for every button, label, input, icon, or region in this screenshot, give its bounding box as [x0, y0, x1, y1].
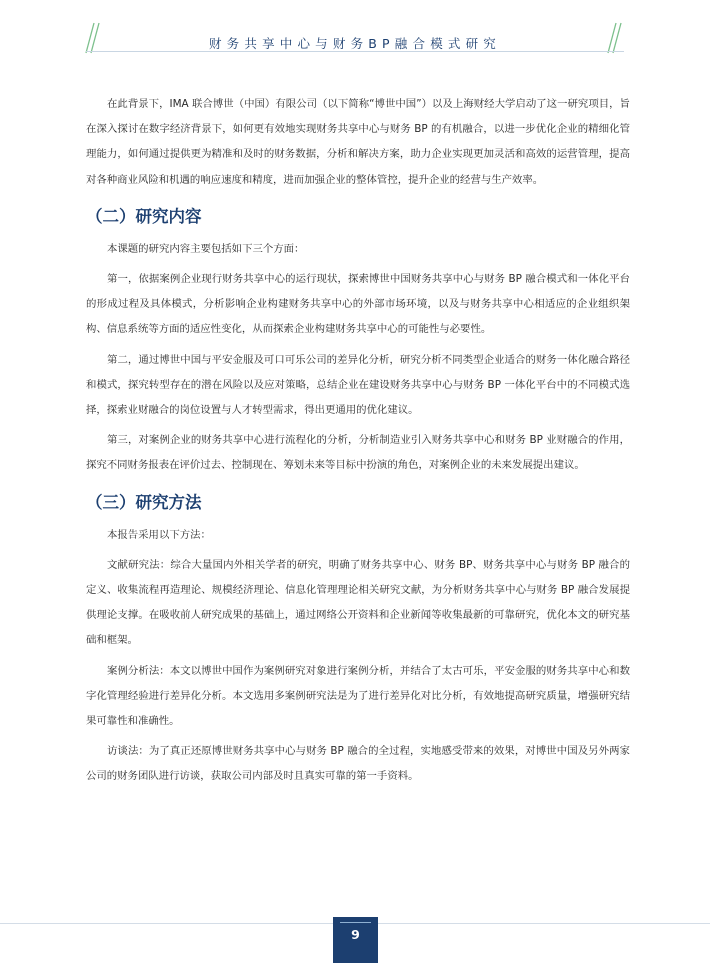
page-number: 9 [351, 927, 360, 942]
section-heading-research-methods: （三）研究方法 [86, 492, 202, 512]
method-literature-review: 文献研究法：综合大量国内外相关学者的研究，明确了财务共享中心、财务 BP、财务共享中心与财务 BP 融合的定义、收集流程再造理论、规模经济理论、信息化管理理论相关研究文献，为分析财务共享中心与财务 BP 融合发展提供理论支撑。在吸收前人研究成果的基础上，通过网络公开资料和企业新闻等收集最新的可靠研究，优化本文的研究基础和框架。 [86, 558, 630, 647]
research-content-point-2: 第二，通过博世中国与平安金服及可口可乐公司的差异化分析，研究分析不同类型企业适合的财务一体化融合路径和模式，探究转型存在的潜在风险以及应对策略，总结企业在建设财务共享中心与财务 BP 一体化平台中的不同模式选择，探索业财融合的岗位设置与人才转型需求，得出更通用的优化建议。 [86, 353, 630, 417]
section-heading-research-content: （二）研究内容 [86, 206, 202, 226]
header-divider [86, 51, 624, 52]
research-methods-intro: 本报告采用以下方法： [107, 528, 211, 541]
research-content-point-1: 第一，依据案例企业现行财务共享中心的运行现状，探索博世中国财务共享中心与财务 BP 融合模式和一体化平台的形成过程及具体模式，分析影响企业构建财务共享中心的外部市场环境，以及与财务共享中心相适应的企业组织架构、信息系统等方面的适应性变化，从而探索企业构建财务共享中心的可能性与必要性。 [86, 273, 630, 336]
page-number-box [333, 917, 378, 963]
research-content-point-3: 第三，对案例企业的财务共享中心进行流程化的分析，分析制造业引入财务共享中心和财务 BP 业财融合的作用，探究不同财务报表在评价过去、控制现在、筹划未来等目标中扮演的角色，对案例企业的未来发展提出建议。 [86, 434, 630, 472]
page-content [86, 92, 630, 795]
method-case-analysis: 案例分析法：本文以博世中国作为案例研究对象进行案例分析，并结合了太古可乐，平安金服的财务共享中心和数字化管理经验进行差异化分析。本文选用多案例研究法是为了进行差异化对比分析，有效地提高研究质量，增强研究结果可靠性和准确性。 [86, 664, 630, 728]
header-title: 财务共享中心与财务BP融合模式研究 [208, 36, 501, 51]
page-number-accent-line [340, 922, 371, 923]
intro-paragraph: 在此背景下，IMA 联合博世（中国）有限公司（以下简称“博世中国”）以及上海财经大学启动了这一研究项目，旨在深入探讨在数字经济背景下，如何更有效地实现财务共享中心与财务 BP 的有机融合，以进一步优化企业的精细化管理能力，如何通过提供更为精准和及时的财务数据，分析和解决方案，助力企业实现更加灵活和高效的运营管理，提高对各种商业风险和机遇的响应速度和精度，进而加强企业的整体管控，提升企业的经营与生产效率。 [86, 98, 630, 186]
method-interview: 访谈法：为了真正还原博世财务共享中心与财务 BP 融合的全过程，实地感受带来的效果，对博世中国及另外两家公司的财务团队进行访谈，获取公司内部及时且真实可靠的第一手资料。 [86, 745, 630, 783]
header-right-slash-decoration [604, 22, 624, 54]
research-content-intro: 本课题的研究内容主要包括如下三个方面： [107, 242, 305, 255]
